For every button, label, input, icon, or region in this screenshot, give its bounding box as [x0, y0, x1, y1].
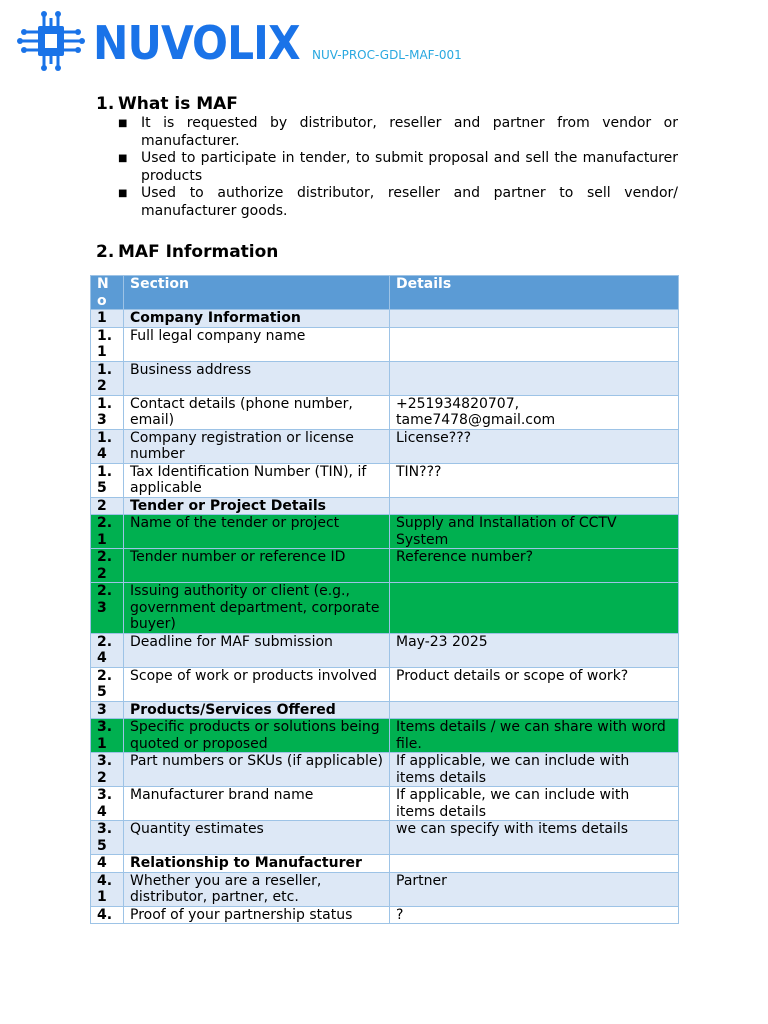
- list-item: [118, 185, 678, 220]
- cell-no: 4.1: [91, 872, 124, 906]
- cell-details: [390, 497, 679, 515]
- cell-section: Proof of your partnership status: [124, 906, 390, 924]
- bullet-text: It is requested by distributor, reseller and partner from vendor or manufacturer.: [141, 115, 678, 149]
- cell-details: If applicable, we can include with items details: [390, 753, 679, 787]
- square-bullet-icon: ■: [118, 118, 128, 129]
- cell-details: we can specify with items details: [390, 821, 679, 855]
- cell-section: Manufacturer brand name: [124, 787, 390, 821]
- page-header: [0, 0, 768, 80]
- cell-no: 4.: [91, 906, 124, 924]
- list-item: [118, 115, 678, 150]
- document-code: NUV-PROC-GDL-MAF-001: [312, 48, 462, 62]
- maf-information-table: [90, 275, 679, 924]
- section-1-number: 1.: [96, 94, 115, 114]
- table-section-row: [91, 310, 679, 328]
- cell-details: [390, 361, 679, 395]
- cell-details: May-23 2025: [390, 633, 679, 667]
- section-2-heading: [96, 242, 278, 262]
- section-1-title: What is MAF: [118, 94, 238, 114]
- cell-no: 2.1: [91, 515, 124, 549]
- cell-no: 2.3: [91, 583, 124, 634]
- table-section-row: [91, 497, 679, 515]
- list-item: [118, 150, 678, 185]
- bullet-text: Used to participate in tender, to submit proposal and sell the manufacturer products: [141, 150, 678, 184]
- section-1-heading: [96, 94, 238, 114]
- cell-section: Contact details (phone number, email): [124, 395, 390, 429]
- header-no: No: [91, 276, 124, 310]
- cell-no: 1: [91, 310, 124, 328]
- table-row: [91, 787, 679, 821]
- cell-no: 1.2: [91, 361, 124, 395]
- table-row: [91, 821, 679, 855]
- cell-section: Deadline for MAF submission: [124, 633, 390, 667]
- cell-no: 1.3: [91, 395, 124, 429]
- cell-no: 2.5: [91, 667, 124, 701]
- cell-details: [390, 327, 679, 361]
- cell-no: 3.1: [91, 719, 124, 753]
- table-row: [91, 327, 679, 361]
- cell-section: Scope of work or products involved: [124, 667, 390, 701]
- table-row: [91, 361, 679, 395]
- cell-no: 1.1: [91, 327, 124, 361]
- cell-section: Part numbers or SKUs (if applicable): [124, 753, 390, 787]
- cell-details: [390, 583, 679, 634]
- cell-section: Company registration or license number: [124, 429, 390, 463]
- cell-no: 2: [91, 497, 124, 515]
- cell-no: 1.5: [91, 463, 124, 497]
- header-section: Section: [124, 276, 390, 310]
- cell-details: ?: [390, 906, 679, 924]
- table-row: [91, 906, 679, 924]
- cell-section: Name of the tender or project: [124, 515, 390, 549]
- cell-section: Quantity estimates: [124, 821, 390, 855]
- cell-section: Full legal company name: [124, 327, 390, 361]
- table-row: [91, 463, 679, 497]
- cell-section: Tax Identification Number (TIN), if applicable: [124, 463, 390, 497]
- cell-details: TIN???: [390, 463, 679, 497]
- cell-details: License???: [390, 429, 679, 463]
- table-row: [91, 515, 679, 549]
- cell-section: Specific products or solutions being quoted or proposed: [124, 719, 390, 753]
- table-row: [91, 395, 679, 429]
- table-row: [91, 549, 679, 583]
- header-details: Details: [390, 276, 679, 310]
- cell-details: Product details or scope of work?: [390, 667, 679, 701]
- table-section-row: [91, 855, 679, 873]
- cell-details: Supply and Installation of CCTV System: [390, 515, 679, 549]
- circuit-chip-icon: [16, 10, 86, 72]
- cell-section: Business address: [124, 361, 390, 395]
- table-body: [91, 310, 679, 924]
- cell-no: 4: [91, 855, 124, 873]
- table-row: [91, 667, 679, 701]
- table-row: [91, 633, 679, 667]
- section-2-number: 2.: [96, 242, 115, 262]
- logo-wordmark: NUVOLIX: [93, 16, 300, 70]
- table-row: [91, 583, 679, 634]
- cell-details: +251934820707, tame7478@gmail.com: [390, 395, 679, 429]
- cell-no: 1.4: [91, 429, 124, 463]
- maf-bullet-list: [118, 115, 678, 220]
- cell-section: Relationship to Manufacturer: [124, 855, 390, 873]
- table-row: [91, 872, 679, 906]
- cell-details: [390, 701, 679, 719]
- cell-no: 3.5: [91, 821, 124, 855]
- cell-details: Reference number?: [390, 549, 679, 583]
- table-section-row: [91, 701, 679, 719]
- cell-details: Partner: [390, 872, 679, 906]
- cell-details: If applicable, we can include with items details: [390, 787, 679, 821]
- section-2-title: MAF Information: [118, 242, 279, 262]
- cell-section: Tender or Project Details: [124, 497, 390, 515]
- table-row: [91, 429, 679, 463]
- square-bullet-icon: ■: [118, 153, 128, 164]
- cell-details: [390, 310, 679, 328]
- cell-no: 3: [91, 701, 124, 719]
- cell-details: [390, 855, 679, 873]
- cell-section: Whether you are a reseller, distributor, partner, etc.: [124, 872, 390, 906]
- cell-section: Company Information: [124, 310, 390, 328]
- cell-section: Products/Services Offered: [124, 701, 390, 719]
- table-row: [91, 719, 679, 753]
- cell-no: 2.2: [91, 549, 124, 583]
- cell-no: 3.4: [91, 787, 124, 821]
- cell-details: Items details / we can share with word file.: [390, 719, 679, 753]
- bullet-text: Used to authorize distributor, reseller and partner to sell vendor/ manufacturer goods.: [141, 185, 678, 219]
- cell-no: 2.4: [91, 633, 124, 667]
- cell-no: 3.2: [91, 753, 124, 787]
- table-row: [91, 753, 679, 787]
- cell-section: Issuing authority or client (e.g., government department, corporate buyer): [124, 583, 390, 634]
- cell-section: Tender number or reference ID: [124, 549, 390, 583]
- table-header-row: [91, 276, 679, 310]
- square-bullet-icon: ■: [118, 188, 128, 199]
